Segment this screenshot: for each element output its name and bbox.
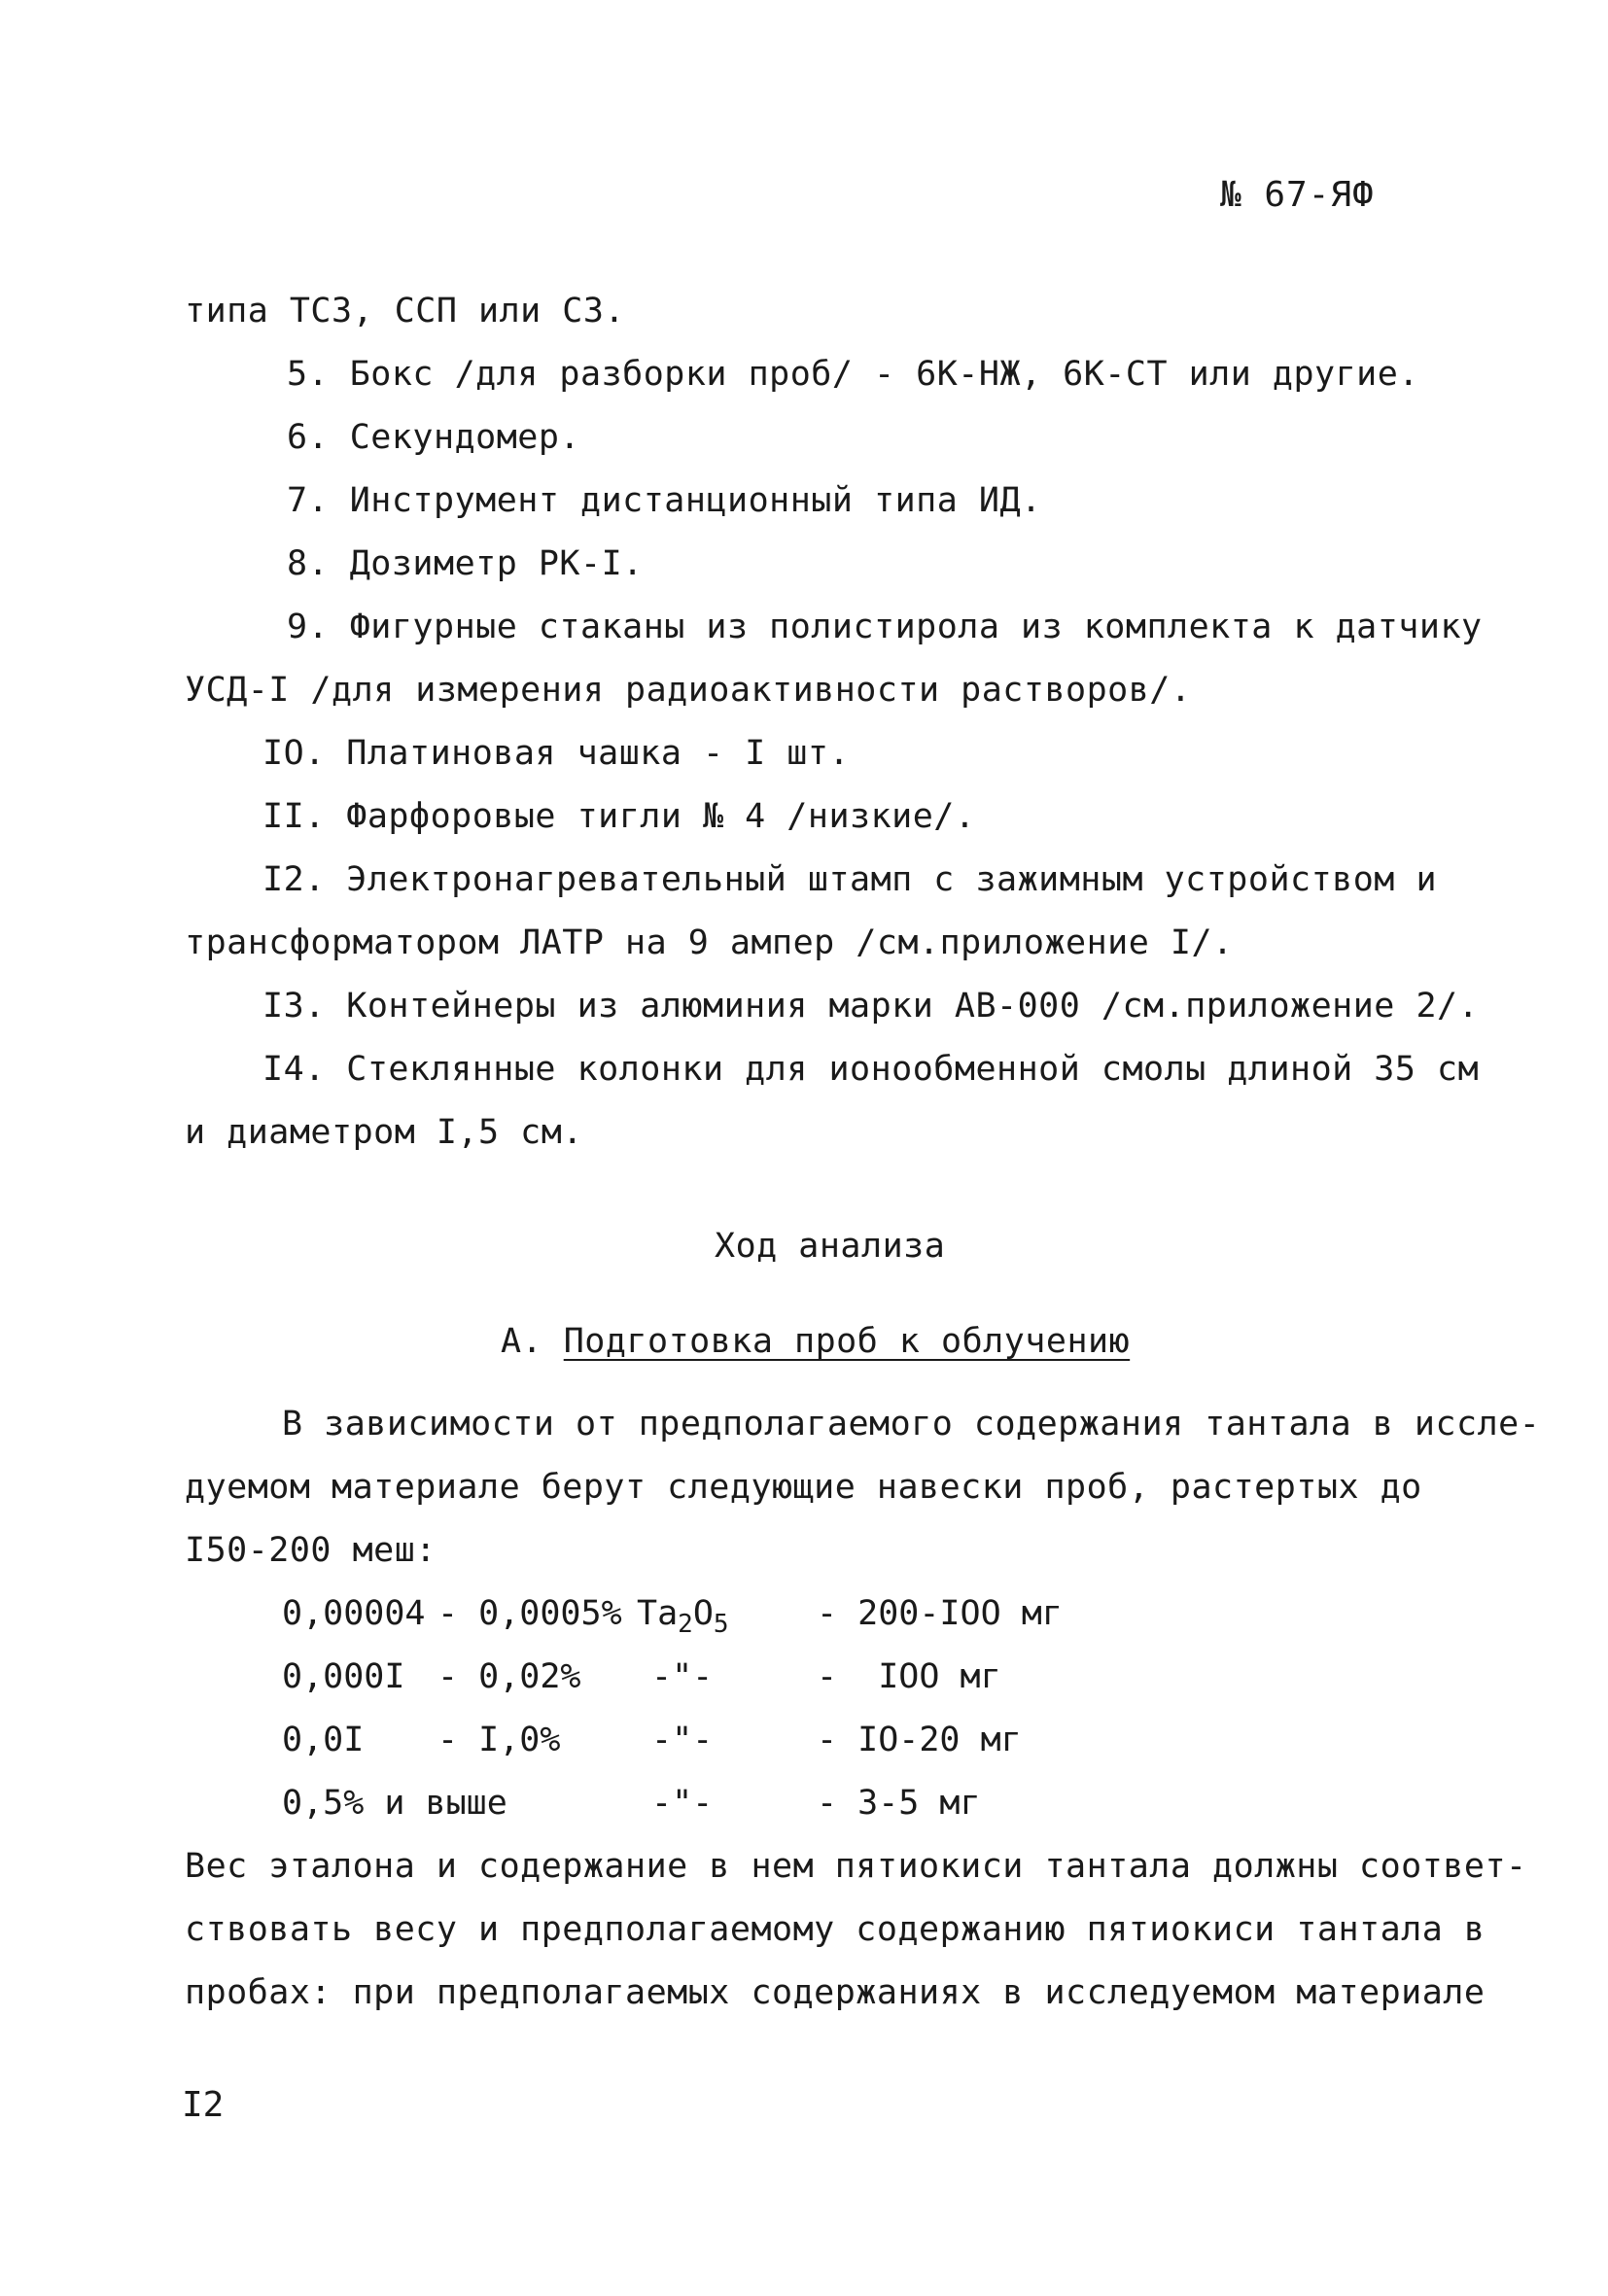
sample-mass: - 3-5 мг: [817, 1784, 981, 1823]
substance-formula: [637, 1594, 729, 1639]
sample-mass: - IO-20 мг: [817, 1721, 1022, 1759]
sample-mass: - 200-IOO мг: [817, 1594, 1063, 1633]
equipment-item-14-line-1: I4. Стеклянные колонки для ионообменной смолы длиной 35 см: [262, 1050, 1480, 1089]
range-from: 0,00004: [282, 1594, 426, 1633]
ditto-mark: -"-: [651, 1657, 714, 1696]
paragraph-1-line-1: В зависимости от предполагаемого содержания тантала в иссле-: [282, 1405, 1541, 1444]
equipment-item-9-line-2: УСД-I /для измерения радиоактивности растворов/.: [185, 671, 1192, 710]
range-from: 0,5% и выше: [282, 1784, 507, 1823]
closing-line-2: ствовать весу и предполагаемому содержанию пятиокиси тантала в: [185, 1910, 1486, 1949]
equipment-item-7: 7. Инструмент дистанционный типа ИД.: [287, 481, 1042, 520]
section-subtitle: [501, 1322, 1130, 1361]
equipment-item-12-line-2: трансформатором ЛАТР на 9 ампер /см.приложение I/.: [185, 923, 1234, 962]
equipment-item-10: IO. Платиновая чашка - I шт.: [262, 734, 851, 773]
equipment-item-8: 8. Дозиметр РК-I.: [287, 544, 644, 583]
equipment-item-5: 5. Бокс /для разборки проб/ - 6К-НЖ, 6К-СТ или другие.: [287, 355, 1419, 394]
equipment-item-12-line-1: I2. Электронагревательный штамп с зажимным устройством и: [262, 860, 1438, 899]
section-subtitle-prefix: А.: [501, 1322, 564, 1361]
range-to: - 0,02%: [437, 1657, 581, 1696]
paragraph-1-line-3: I50-200 меш:: [185, 1531, 437, 1570]
formula-o: O: [692, 1594, 714, 1633]
range-from: 0,000I: [282, 1657, 405, 1696]
range-to: - I,0%: [437, 1721, 561, 1759]
section-subtitle-text: Подготовка проб к облучению: [563, 1322, 1131, 1361]
equipment-item-11: II. Фарфоровые тигли № 4 /низкие/.: [262, 797, 976, 836]
equipment-continuation: типа ТСЗ, ССП или СЗ.: [185, 292, 626, 330]
sample-mass: - IOO мг: [817, 1657, 1001, 1696]
equipment-item-14-line-2: и диаметром I,5 см.: [185, 1113, 583, 1152]
section-title: Ход анализа: [715, 1227, 946, 1266]
document-number: № 67-ЯФ: [1220, 175, 1375, 215]
range-from: 0,0I: [282, 1721, 365, 1759]
formula-ta: Ta: [637, 1594, 679, 1633]
range-to: - 0,0005%: [437, 1594, 622, 1633]
equipment-item-9-line-1: 9. Фигурные стаканы из полистирола из комплекта к датчику: [287, 608, 1483, 646]
formula-sub-5: 5: [713, 1610, 729, 1639]
ditto-mark: -"-: [651, 1721, 714, 1759]
ditto-mark: -"-: [651, 1784, 714, 1823]
paragraph-1-line-2: дуемом материале берут следующие навески проб, растертых до: [185, 1468, 1422, 1507]
formula-sub-2: 2: [678, 1610, 693, 1639]
page-number: I2: [182, 2085, 225, 2125]
closing-line-3: пробах: при предполагаемых содержаниях в исследуемом материале: [185, 1973, 1486, 2012]
equipment-item-6: 6. Секундомер.: [287, 418, 581, 457]
equipment-item-13: I3. Контейнеры из алюминия марки АВ-000 /см.приложение 2/.: [262, 987, 1480, 1026]
closing-line-1: Вес эталона и содержание в нем пятиокиси тантала должны соответ-: [185, 1847, 1527, 1886]
